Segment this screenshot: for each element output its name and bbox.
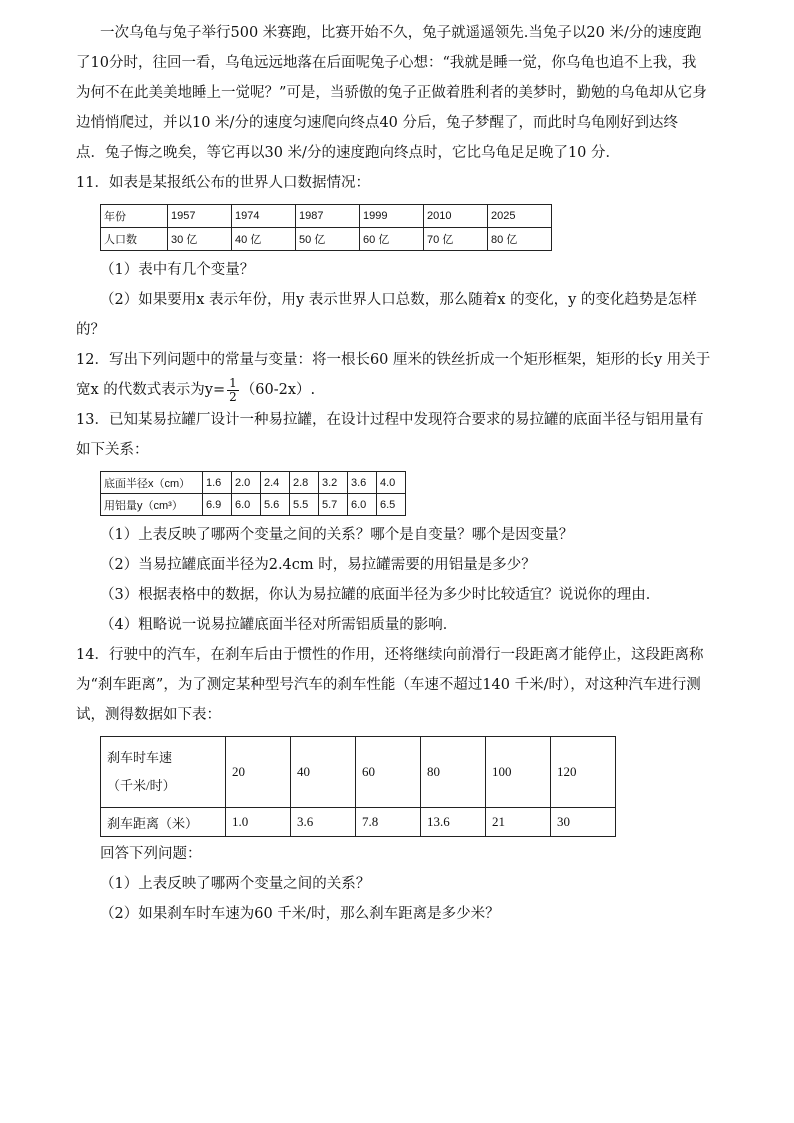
table-cell: 7.8 <box>356 808 421 837</box>
table-cell: 50 亿 <box>296 228 360 251</box>
population-table <box>100 204 552 251</box>
table-cell: 刹车距离（米） <box>101 808 226 837</box>
table-cell: 3.6 <box>291 808 356 837</box>
question-13-sub-3: （3）根据表格中的数据，你认为易拉罐的底面半径为多少时比较适宜？说说你的理由． <box>100 587 661 603</box>
passage-line: 点．兔子悔之晚矣，等它再以30 米/分的速度跑向终点时，它比乌龟足足晚了10 分． <box>76 145 621 161</box>
table-row <box>101 472 406 494</box>
table-cell: 40 <box>291 737 356 808</box>
question-11-sub-1: （1）表中有几个变量？ <box>100 262 255 278</box>
table-cell: 30 <box>551 808 616 837</box>
question-14 <box>76 640 716 929</box>
table-cell: 2.8 <box>290 472 319 494</box>
question-14-line-3: 试，测得数据如下表： <box>76 707 221 723</box>
table-row <box>101 205 552 228</box>
table-cell <box>101 737 226 808</box>
table-cell: 80 <box>421 737 486 808</box>
table-cell: 60 <box>356 737 421 808</box>
table-cell: 13.6 <box>421 808 486 837</box>
passage <box>76 18 716 168</box>
table-row <box>101 737 616 808</box>
table-row <box>101 228 552 251</box>
table-cell: 40 亿 <box>232 228 296 251</box>
table-cell: 2025 <box>488 205 552 228</box>
question-11 <box>76 168 716 345</box>
can-table <box>100 471 406 516</box>
table-cell: 30 亿 <box>168 228 232 251</box>
table-cell: 2.0 <box>232 472 261 494</box>
question-12-expr-pre: 宽x 的代数式表示为y= <box>76 382 226 398</box>
question-12 <box>76 345 716 405</box>
table-cell: 70 亿 <box>424 228 488 251</box>
table-cell: 60 亿 <box>360 228 424 251</box>
question-13-line-1: 13．已知某易拉罐厂设计一种易拉罐，在设计过程中发现符合要求的易拉罐的底面半径与铝用量有 <box>76 412 704 428</box>
table-cell: 21 <box>486 808 551 837</box>
table-row <box>101 808 616 837</box>
table-cell: 2010 <box>424 205 488 228</box>
table-cell: 1987 <box>296 205 360 228</box>
question-13-sub-4: （4）粗略说一说易拉罐底面半径对所需铝质量的影响． <box>100 617 458 633</box>
table-cell: 4.0 <box>377 472 406 494</box>
question-14-line-1: 14．行驶中的汽车，在刹车后由于惯性的作用，还将继续向前滑行一段距离才能停止，这段距离称 <box>76 647 704 663</box>
question-12-expr-post: （60-2x）. <box>240 382 316 398</box>
question-13-sub-1: （1）上表反映了哪两个变量之间的关系？哪个是自变量？哪个是因变量？ <box>100 527 574 543</box>
question-13-sub-2: （2）当易拉罐底面半径为2.4cm 时，易拉罐需要的用铝量是多少？ <box>100 557 536 573</box>
table-cell: 1999 <box>360 205 424 228</box>
table-cell: 20 <box>226 737 291 808</box>
table-cell: 3.2 <box>319 472 348 494</box>
table-cell: 5.6 <box>261 494 290 516</box>
passage-line: 一次乌龟与兔子举行500 米赛跑，比赛开始不久，兔子就遥遥领先.当兔子以20 米/分的速度跑 <box>100 25 702 41</box>
table-cell: 6.9 <box>203 494 232 516</box>
table-cell: 6.0 <box>348 494 377 516</box>
passage-line: 边悄悄爬过，并以10 米/分的速度匀速爬向终点40 分后，兔子梦醒了，而此时乌龟刚好到达终 <box>76 115 679 131</box>
table-cell: 1974 <box>232 205 296 228</box>
question-14-sub-1: （1）上表反映了哪两个变量之间的关系？ <box>100 876 371 892</box>
fraction-denominator: 2 <box>229 389 237 404</box>
question-14-answer-intro: 回答下列问题： <box>100 846 202 862</box>
question-13 <box>76 405 716 640</box>
table-cell: 120 <box>551 737 616 808</box>
question-11-sub-2-cont: 的？ <box>76 322 105 338</box>
table-cell: 3.6 <box>348 472 377 494</box>
table-cell: 底面半径x（cm） <box>101 472 203 494</box>
table-cell: 1.0 <box>226 808 291 837</box>
table-cell: 2.4 <box>261 472 290 494</box>
table-cell: 80 亿 <box>488 228 552 251</box>
question-12-line-2 <box>76 375 716 405</box>
braking-table <box>100 736 616 837</box>
question-14-sub-2: （2）如果刹车时车速为60 千米/时，那么刹车距离是多少米？ <box>100 906 500 922</box>
speed-head-line-1: 刹车时车速 <box>107 750 173 765</box>
document-page <box>76 18 716 929</box>
question-11-sub-2: （2）如果要用x 表示年份，用y 表示世界人口总数，那么随着x 的变化，y 的变化趋势是怎样 <box>100 292 697 308</box>
table-cell: 100 <box>486 737 551 808</box>
speed-head-line-2: （千米/时） <box>107 778 176 793</box>
table-cell: 5.7 <box>319 494 348 516</box>
passage-line: 为何不在此美美地睡上一觉呢？”可是，当骄傲的兔子正做着胜利者的美梦时，勤勉的乌龟却从它身 <box>76 85 707 101</box>
table-row <box>101 494 406 516</box>
question-11-title: 11．如表是某报纸公布的世界人口数据情况： <box>76 175 370 191</box>
table-cell: 5.5 <box>290 494 319 516</box>
table-cell: 年份 <box>101 205 168 228</box>
table-cell: 1.6 <box>203 472 232 494</box>
passage-line: 了10分时，往回一看，乌龟远远地落在后面呢兔子心想：“我就是睡一觉，你乌龟也追不上我，我 <box>76 55 697 71</box>
table-cell: 用铝量y（cm³） <box>101 494 203 516</box>
question-12-line-1: 12．写出下列问题中的常量与变量：将一根长60 厘米的铁丝折成一个矩形框架，矩形的长y 用关于 <box>76 352 711 368</box>
table-cell: 6.0 <box>232 494 261 516</box>
question-13-line-2: 如下关系： <box>76 442 149 458</box>
fraction <box>227 377 239 404</box>
table-cell: 1957 <box>168 205 232 228</box>
table-cell: 人口数 <box>101 228 168 251</box>
table-cell: 6.5 <box>377 494 406 516</box>
question-14-line-2: 为“刹车距离”，为了测定某种型号汽车的刹车性能（车速不超过140 千米/时），对这种汽车进行测 <box>76 677 701 693</box>
fraction-numerator: 1 <box>229 375 237 390</box>
